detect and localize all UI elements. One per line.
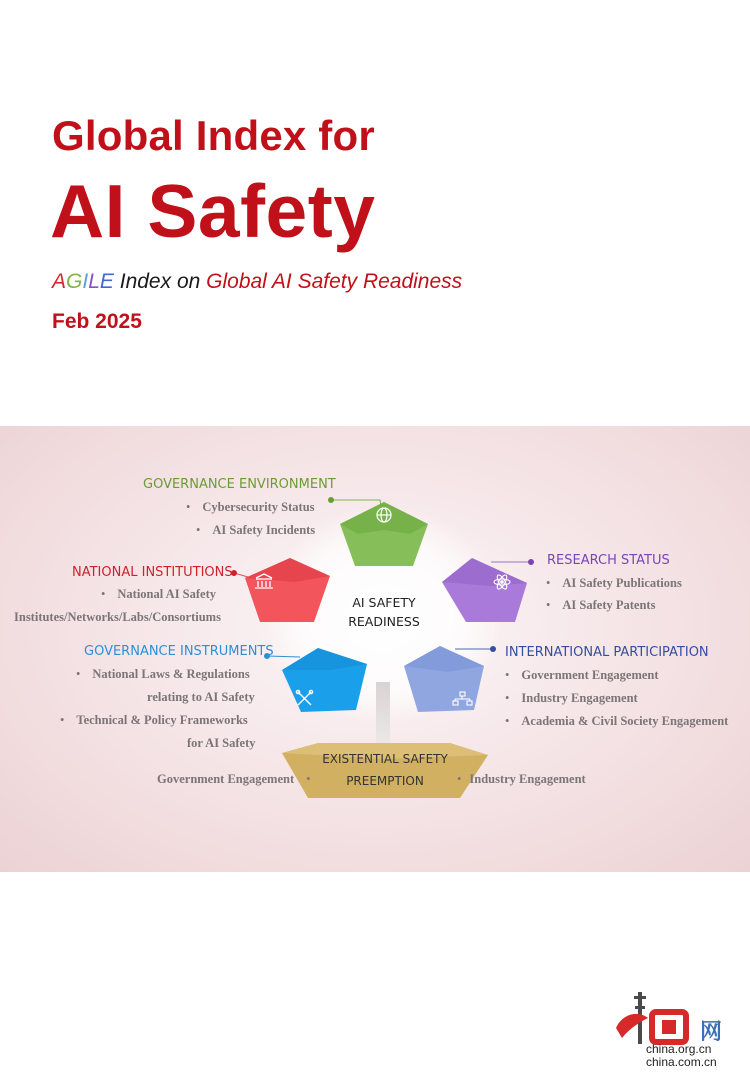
international-participation-item: • Government Engagement [505,668,659,682]
agile-letter: L [88,270,100,293]
research-status-item: • AI Safety Patents [546,598,656,612]
international-participation-item: • Academia & Civil Society Engagement [505,714,729,728]
subtitle-rest: Global AI Safety Readiness [206,270,463,293]
china-org-logo [608,988,732,1074]
center-label [324,593,444,631]
research-status-item: • AI Safety Publications [546,576,682,590]
agile-letter: A [52,270,67,293]
governance-environment-item: • Cybersecurity Status [186,500,315,514]
title-line-1: Global Index for [52,112,375,159]
agile-acronym [52,270,114,293]
logo-domains [646,1043,717,1069]
publication-date: Feb 2025 [52,310,142,333]
connector-dot [490,646,496,652]
existential-safety-line: EXISTENTIAL SAFETY [322,752,448,766]
governance-instruments-item: • Technical & Policy Frameworks [60,713,248,727]
connector-dot [528,559,534,565]
existential-left-item: Government Engagement • [157,772,311,786]
international-participation-item: • Industry Engagement [505,691,638,705]
agile-letter: I [82,270,89,293]
research-status-title: RESEARCH STATUS [547,553,670,568]
national-institutions-item: • National AI Safety [101,587,217,601]
governance-environment-item: • AI Safety Incidents [196,523,316,537]
governance-instruments-item-cont: for AI Safety [187,736,256,750]
subtitle [52,270,462,294]
governance-instruments-item-cont: relating to AI Safety [147,690,255,704]
governance-instruments-item: • National Laws & Regulations [76,667,250,681]
existential-safety-line: PREEMPTION [346,774,424,788]
logo-domain: china.com.cn [646,1055,717,1069]
logo-glyph: 网 [700,1020,723,1045]
national-institutions-title: NATIONAL INSTITUTIONS [72,565,233,580]
subtitle-index-on: Index on [113,270,207,293]
center-label-line: AI SAFETY [352,595,416,610]
logo-domain: china.org.cn [646,1042,712,1056]
title-line-2: AI Safety [50,169,376,253]
connector-dot [328,497,334,503]
governance-instruments-title: GOVERNANCE INSTRUMENTS [84,644,274,659]
readiness-infographic [0,426,750,872]
governance-environment-title: GOVERNANCE ENVIRONMENT [143,477,336,492]
center-stem [376,682,390,748]
center-label-line: READINESS [348,614,420,629]
existential-safety-label [305,748,465,792]
agile-letter: E [99,270,114,293]
national-institutions-item: Institutes/Networks/Labs/Consortiums [14,610,221,624]
existential-right-item: • Industry Engagement [457,772,586,786]
agile-letter: G [66,270,83,293]
international-participation-title: INTERNATIONAL PARTICIPATION [505,645,709,660]
